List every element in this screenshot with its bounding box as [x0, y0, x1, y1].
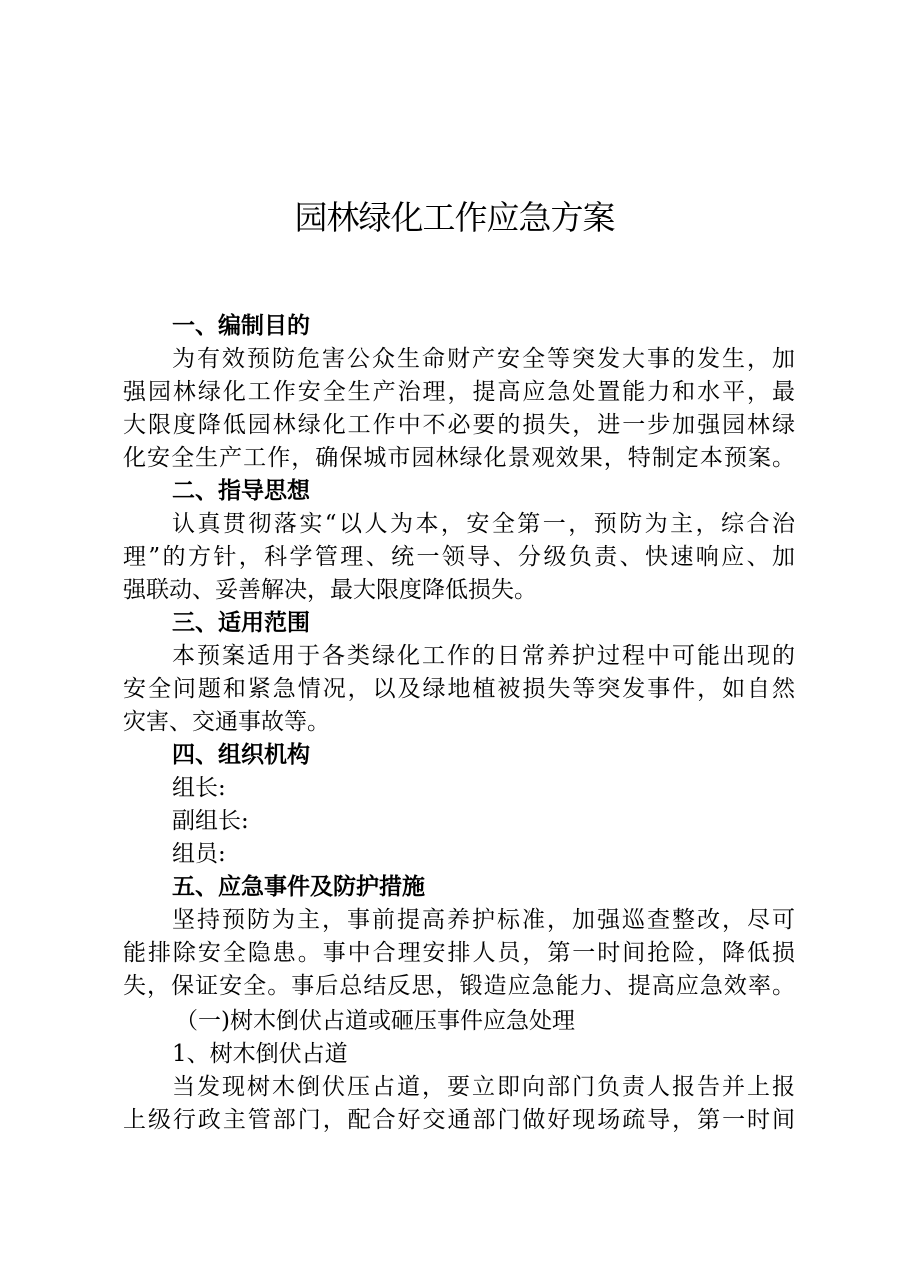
- paragraph-line: 强园林绿化工作安全生产治理，提高应急处置能力和水平，最: [123, 379, 795, 405]
- section-heading-purpose: 一、编制目的: [172, 313, 310, 339]
- section-heading-measures: 五、应急事件及防护措施: [172, 874, 425, 900]
- paragraph-line: 理”的方针，科学管理、统一领导、分级负责、快速响应、加: [123, 544, 795, 570]
- paragraph-line: 失，保证安全。事后总结反思，锻造应急能力、提高应急效率。: [123, 973, 795, 999]
- paragraph-line: 为有效预防危害公众生命财产安全等突发大事的发生，加: [172, 346, 795, 372]
- paragraph-line: 大限度降低园林绿化工作中不必要的损失，进一步加强园林绿: [123, 412, 795, 438]
- paragraph-line: 上级行政主管部门，配合好交通部门做好现场疏导，第一时间: [123, 1107, 795, 1133]
- paragraph-line: 安全问题和紧急情况，以及绿地植被损失等突发事件，如自然: [123, 676, 795, 702]
- field-deputy-leader: 副组长:: [172, 808, 249, 834]
- paragraph-line: 本预案适用于各类绿化工作的日常养护过程中可能出现的: [172, 643, 795, 669]
- field-leader: 组长:: [172, 775, 226, 801]
- field-members: 组员:: [172, 841, 226, 867]
- item-heading-tree-fall-road: 1、树木倒伏占道: [172, 1041, 348, 1067]
- section-heading-organization: 四、组织机构: [172, 742, 310, 768]
- paragraph-line: 化安全生产工作，确保城市园林绿化景观效果，特制定本预案。: [123, 445, 795, 471]
- document-title: 园林绿化工作应急方案: [294, 198, 615, 237]
- paragraph-line: 能排除安全隐患。事中合理安排人员，第一时间抢险，降低损: [123, 940, 795, 966]
- paragraph-line: 坚持预防为主，事前提高养护标准，加强巡查整改，尽可: [172, 907, 795, 933]
- paragraph-line: 灾害、交通事故等。: [123, 709, 330, 735]
- subsection-heading-tree-fall: （一)树木倒伏占道或砸压事件应急处理: [175, 1008, 575, 1034]
- section-heading-scope: 三、适用范围: [172, 610, 310, 636]
- paragraph-line: 认真贯彻落实“以人为本，安全第一，预防为主，综合治: [172, 511, 795, 537]
- section-heading-guidance: 二、指导思想: [172, 478, 310, 504]
- paragraph-line: 强联动、妥善解决，最大限度降低损失。: [123, 577, 537, 603]
- paragraph-line: 当发现树木倒伏压占道，要立即向部门负责人报告并上报: [172, 1074, 795, 1100]
